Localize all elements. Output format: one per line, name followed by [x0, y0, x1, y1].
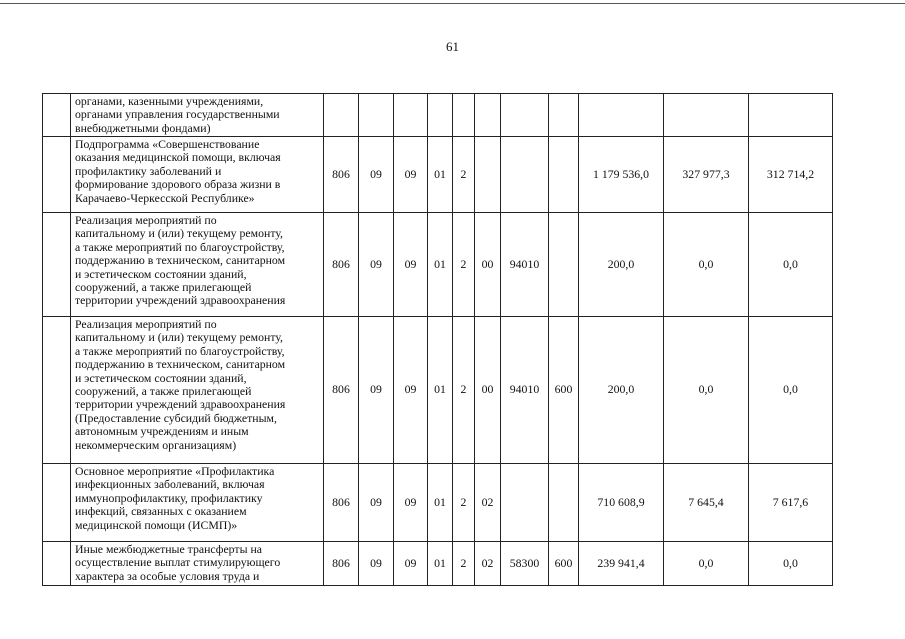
table-row [43, 137, 833, 213]
name-line: капитальному и (или) текущему ремонту, [75, 226, 284, 241]
top-rule [0, 3, 905, 4]
direction-cell [501, 94, 549, 137]
name-line: автономным учреждениям и иным [75, 424, 249, 439]
name-line: Подпрограмма «Совершенствование [75, 137, 260, 151]
name-line: Основное мероприятие «Профилактика [75, 464, 275, 478]
direction-cell: 94010 [501, 213, 549, 317]
event-cell: 02 [475, 542, 501, 586]
table-row [43, 213, 833, 317]
index-cell [43, 542, 71, 586]
amount-year1-cell: 1 179 536,0 [579, 137, 664, 213]
subprogram-cell: 2 [453, 464, 475, 542]
code-cell: 806 [324, 464, 359, 542]
event-cell: 02 [475, 464, 501, 542]
section-cell: 09 [359, 542, 394, 586]
name-cell [71, 464, 324, 542]
name-cell [71, 317, 324, 464]
table-row [43, 542, 833, 586]
name-line: и эстетическом состоянии зданий, [75, 370, 247, 385]
name-line: Реализация мероприятий по [75, 213, 217, 227]
program-cell: 01 [428, 542, 453, 586]
name-line: Реализация мероприятий по [75, 317, 217, 331]
amount-year3-cell: 312 714,2 [749, 137, 833, 213]
subsection-cell: 09 [394, 464, 428, 542]
amount-year3-cell: 7 617,6 [749, 464, 833, 542]
amount-year2-cell [664, 94, 749, 137]
name-cell [71, 137, 324, 213]
amount-year2-cell: 327 977,3 [664, 137, 749, 213]
budget-table [42, 93, 833, 586]
name-line: Иные межбюджетные трансферты на [75, 542, 262, 556]
subprogram-cell: 2 [453, 137, 475, 213]
amount-year2-cell: 0,0 [664, 317, 749, 464]
program-cell [428, 94, 453, 137]
section-cell [359, 94, 394, 137]
code-cell: 806 [324, 542, 359, 586]
name-line: капитальному и (или) текущему ремонту, [75, 330, 284, 345]
section-cell: 09 [359, 137, 394, 213]
name-line: территории учреждений здравоохранения [75, 397, 286, 412]
name-line: формирование здорового образа жизни в [75, 177, 281, 192]
name-cell [71, 94, 324, 137]
amount-year2-cell: 7 645,4 [664, 464, 749, 542]
amount-year3-cell: 0,0 [749, 213, 833, 317]
direction-cell: 58300 [501, 542, 549, 586]
amount-year3-cell: 0,0 [749, 317, 833, 464]
name-cell [71, 213, 324, 317]
expense-type-cell [549, 137, 579, 213]
code-cell: 806 [324, 317, 359, 464]
name-line: а также мероприятий по благоустройству, [75, 239, 285, 254]
index-cell [43, 213, 71, 317]
name-line: иммунопрофилактику, профилактику [75, 490, 263, 505]
name-line: сооружений, а также прилегающей [75, 280, 252, 295]
event-cell [475, 94, 501, 137]
direction-cell [501, 137, 549, 213]
index-cell [43, 317, 71, 464]
event-cell: 00 [475, 213, 501, 317]
name-line: органами управления государственными [75, 107, 280, 122]
subprogram-cell: 2 [453, 317, 475, 464]
table-row [43, 317, 833, 464]
program-cell: 01 [428, 317, 453, 464]
subsection-cell [394, 94, 428, 137]
subprogram-cell: 2 [453, 542, 475, 586]
event-cell [475, 137, 501, 213]
code-cell: 806 [324, 213, 359, 317]
name-line: (Предоставление субсидий бюджетным, [75, 410, 277, 425]
name-line: органами, казенными учреждениями, [75, 94, 264, 108]
event-cell: 00 [475, 317, 501, 464]
subsection-cell: 09 [394, 213, 428, 317]
expense-type-cell: 600 [549, 317, 579, 464]
section-cell: 09 [359, 464, 394, 542]
name-line: территории учреждений здравоохранения [75, 293, 286, 308]
name-line: инфекционных заболеваний, включая [75, 477, 265, 492]
name-line: Карачаево-Черкесской Республике» [75, 190, 255, 205]
code-cell: 806 [324, 137, 359, 213]
name-cell [71, 542, 324, 586]
amount-year1-cell: 200,0 [579, 213, 664, 317]
name-line: осуществление выплат стимулирующего [75, 555, 281, 570]
index-cell [43, 464, 71, 542]
program-cell: 01 [428, 213, 453, 317]
subsection-cell: 09 [394, 317, 428, 464]
amount-year1-cell: 239 941,4 [579, 542, 664, 586]
subprogram-cell: 2 [453, 213, 475, 317]
expense-type-cell [549, 94, 579, 137]
section-cell: 09 [359, 317, 394, 464]
name-line: и эстетическом состоянии зданий, [75, 266, 247, 281]
amount-year3-cell: 0,0 [749, 542, 833, 586]
subsection-cell: 09 [394, 137, 428, 213]
amount-year2-cell: 0,0 [664, 542, 749, 586]
index-cell [43, 137, 71, 213]
page-number: 61 [446, 39, 459, 54]
name-line: профилактику заболеваний и [75, 163, 222, 178]
amount-year1-cell: 200,0 [579, 317, 664, 464]
amount-year1-cell: 710 608,9 [579, 464, 664, 542]
section-cell: 09 [359, 213, 394, 317]
program-cell: 01 [428, 464, 453, 542]
subprogram-cell [453, 94, 475, 137]
name-line: поддержанию в техническом, санитарном [75, 253, 286, 268]
name-line: поддержанию в техническом, санитарном [75, 357, 286, 372]
table-body [43, 94, 833, 586]
direction-cell [501, 464, 549, 542]
name-line: некоммерческим организациям) [75, 437, 237, 452]
name-line: оказания медицинской помощи, включая [75, 150, 281, 165]
expense-type-cell: 600 [549, 542, 579, 586]
name-line: медицинской помощи (ИСМП)» [75, 517, 238, 532]
subsection-cell: 09 [394, 542, 428, 586]
program-cell: 01 [428, 137, 453, 213]
amount-year1-cell [579, 94, 664, 137]
amount-year2-cell: 0,0 [664, 213, 749, 317]
index-cell [43, 94, 71, 137]
name-line: внебюджетными фондами) [75, 120, 211, 135]
amount-year3-cell [749, 94, 833, 137]
table-row [43, 464, 833, 542]
name-line: сооружений, а также прилегающей [75, 384, 252, 399]
expense-type-cell [549, 213, 579, 317]
name-line: а также мероприятий по благоустройству, [75, 343, 285, 358]
code-cell [324, 94, 359, 137]
name-line: характера за особые условия труда и [75, 568, 260, 583]
expense-type-cell [549, 464, 579, 542]
table-row [43, 94, 833, 137]
name-line: инфекций, связанных с оказанием [75, 504, 247, 519]
direction-cell: 94010 [501, 317, 549, 464]
